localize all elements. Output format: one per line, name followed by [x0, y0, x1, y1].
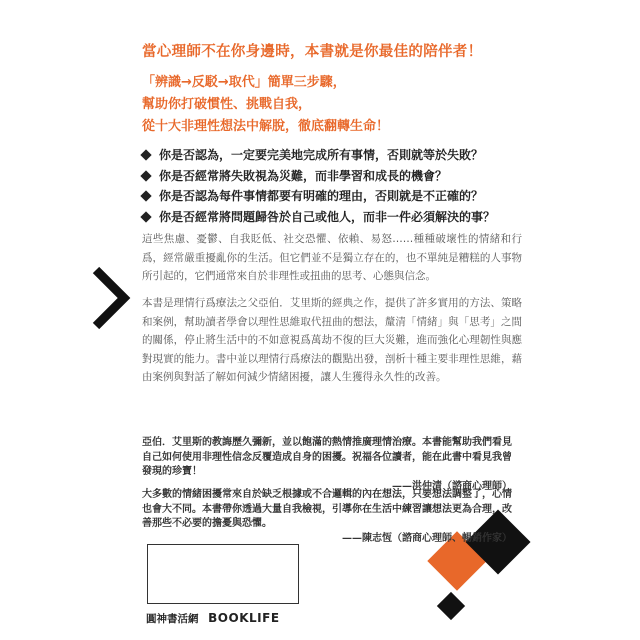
endorsement-quote-2 [142, 488, 512, 546]
question-text: 你是否認為，一定要完美地完成所有事情，否則就等於失敗？ [159, 148, 484, 162]
quote-text: 亞伯．艾里斯的教誨歷久彌新，並以飽滿的熱情推廣理情治療。本書能幫助我們看見自己如何使用非理性信念反覆造成自身的困擾。祝福各位讀者，能在此書中看見我曾發現的珍寶！ [142, 437, 512, 477]
question-text: 你是否經常將失敗視為災難，而非學習和成長的機會？ [159, 168, 448, 183]
step-line-3: 從十大非理性想法中解脫，徹底翻轉生命！ [142, 119, 390, 134]
question-list [142, 145, 495, 227]
question-item [142, 166, 495, 187]
chevron-right-icon [96, 270, 124, 326]
brand-logo: BOOKLIFE [208, 611, 280, 625]
question-text: 你是否經常將問題歸咎於自己或他人，而非一件必須解決的事？ [159, 209, 496, 224]
question-text: 你是否認為每件事情都要有明確的理由，否則就是不正確的？ [159, 189, 484, 203]
endorsement-quote-1 [142, 436, 512, 494]
black-diamond-small [437, 592, 465, 620]
headline: 當心理師不在你身邊時，本書就是你最佳的陪伴者！ [142, 44, 483, 60]
steps-block [142, 72, 389, 138]
quote-signature: ——洪仲清（諮商心理師） [392, 480, 512, 492]
quote-text: 大多數的情緒困擾常來自於缺乏根據或不合邏輯的內在想法，只要想法調整了，心情也會大不同。本書帶你透過大量自我檢視，引導你在生活中練習讓想法更為合理，改善那些不必要的擔憂與恐懼。 [142, 489, 512, 529]
step-line-2: 幫助你打破慣性、挑戰自我， [142, 97, 312, 112]
publisher-footer [146, 611, 280, 626]
question-item [142, 186, 495, 207]
intro-paragraph: 這些焦慮、憂鬱、自我貶低、社交恐懼、依賴、易怒……種種破壞性的情緒和行爲，經常嚴重擾亂你的生活。但它們並不是獨立存在的，也不單純是糟糕的人事物所引起的，它們通常來自於非理性或扭曲的思考、心態與信念。 [142, 233, 522, 282]
diamond-bullet-icon [140, 150, 151, 161]
diamond-bullet-icon [140, 170, 151, 181]
question-item [142, 145, 495, 166]
description-paragraph: 本書是理情行爲療法之父亞伯．艾里斯的經典之作，提供了許多實用的方法、策略和案例，幫助讀者學會以理性思維取代扭曲的想法，釐清「情緒」與「思考」之間的關係，停止將生活中的不如意視爲萬劫不復的巨大災難，進而強化心理韌性與應對現實的能力。書中並以理情行爲療法的觀點出發，剖析十種主要非理性思維，藉由案例與對話了解如何減少情緒困擾，讓人生獲得永久性的改善。 [142, 297, 522, 383]
question-item [142, 207, 495, 228]
diamond-bullet-icon [140, 211, 151, 222]
diamond-bullet-icon [140, 191, 151, 202]
publisher-name: 圓神書活網 [146, 613, 199, 625]
barcode-placeholder-box [147, 544, 299, 604]
quote-signature: ——陳志恆（諮商心理師、暢銷作家） [342, 532, 512, 544]
step-line-1: 「辨識→反駁→取代」簡單三步驟， [142, 75, 346, 90]
